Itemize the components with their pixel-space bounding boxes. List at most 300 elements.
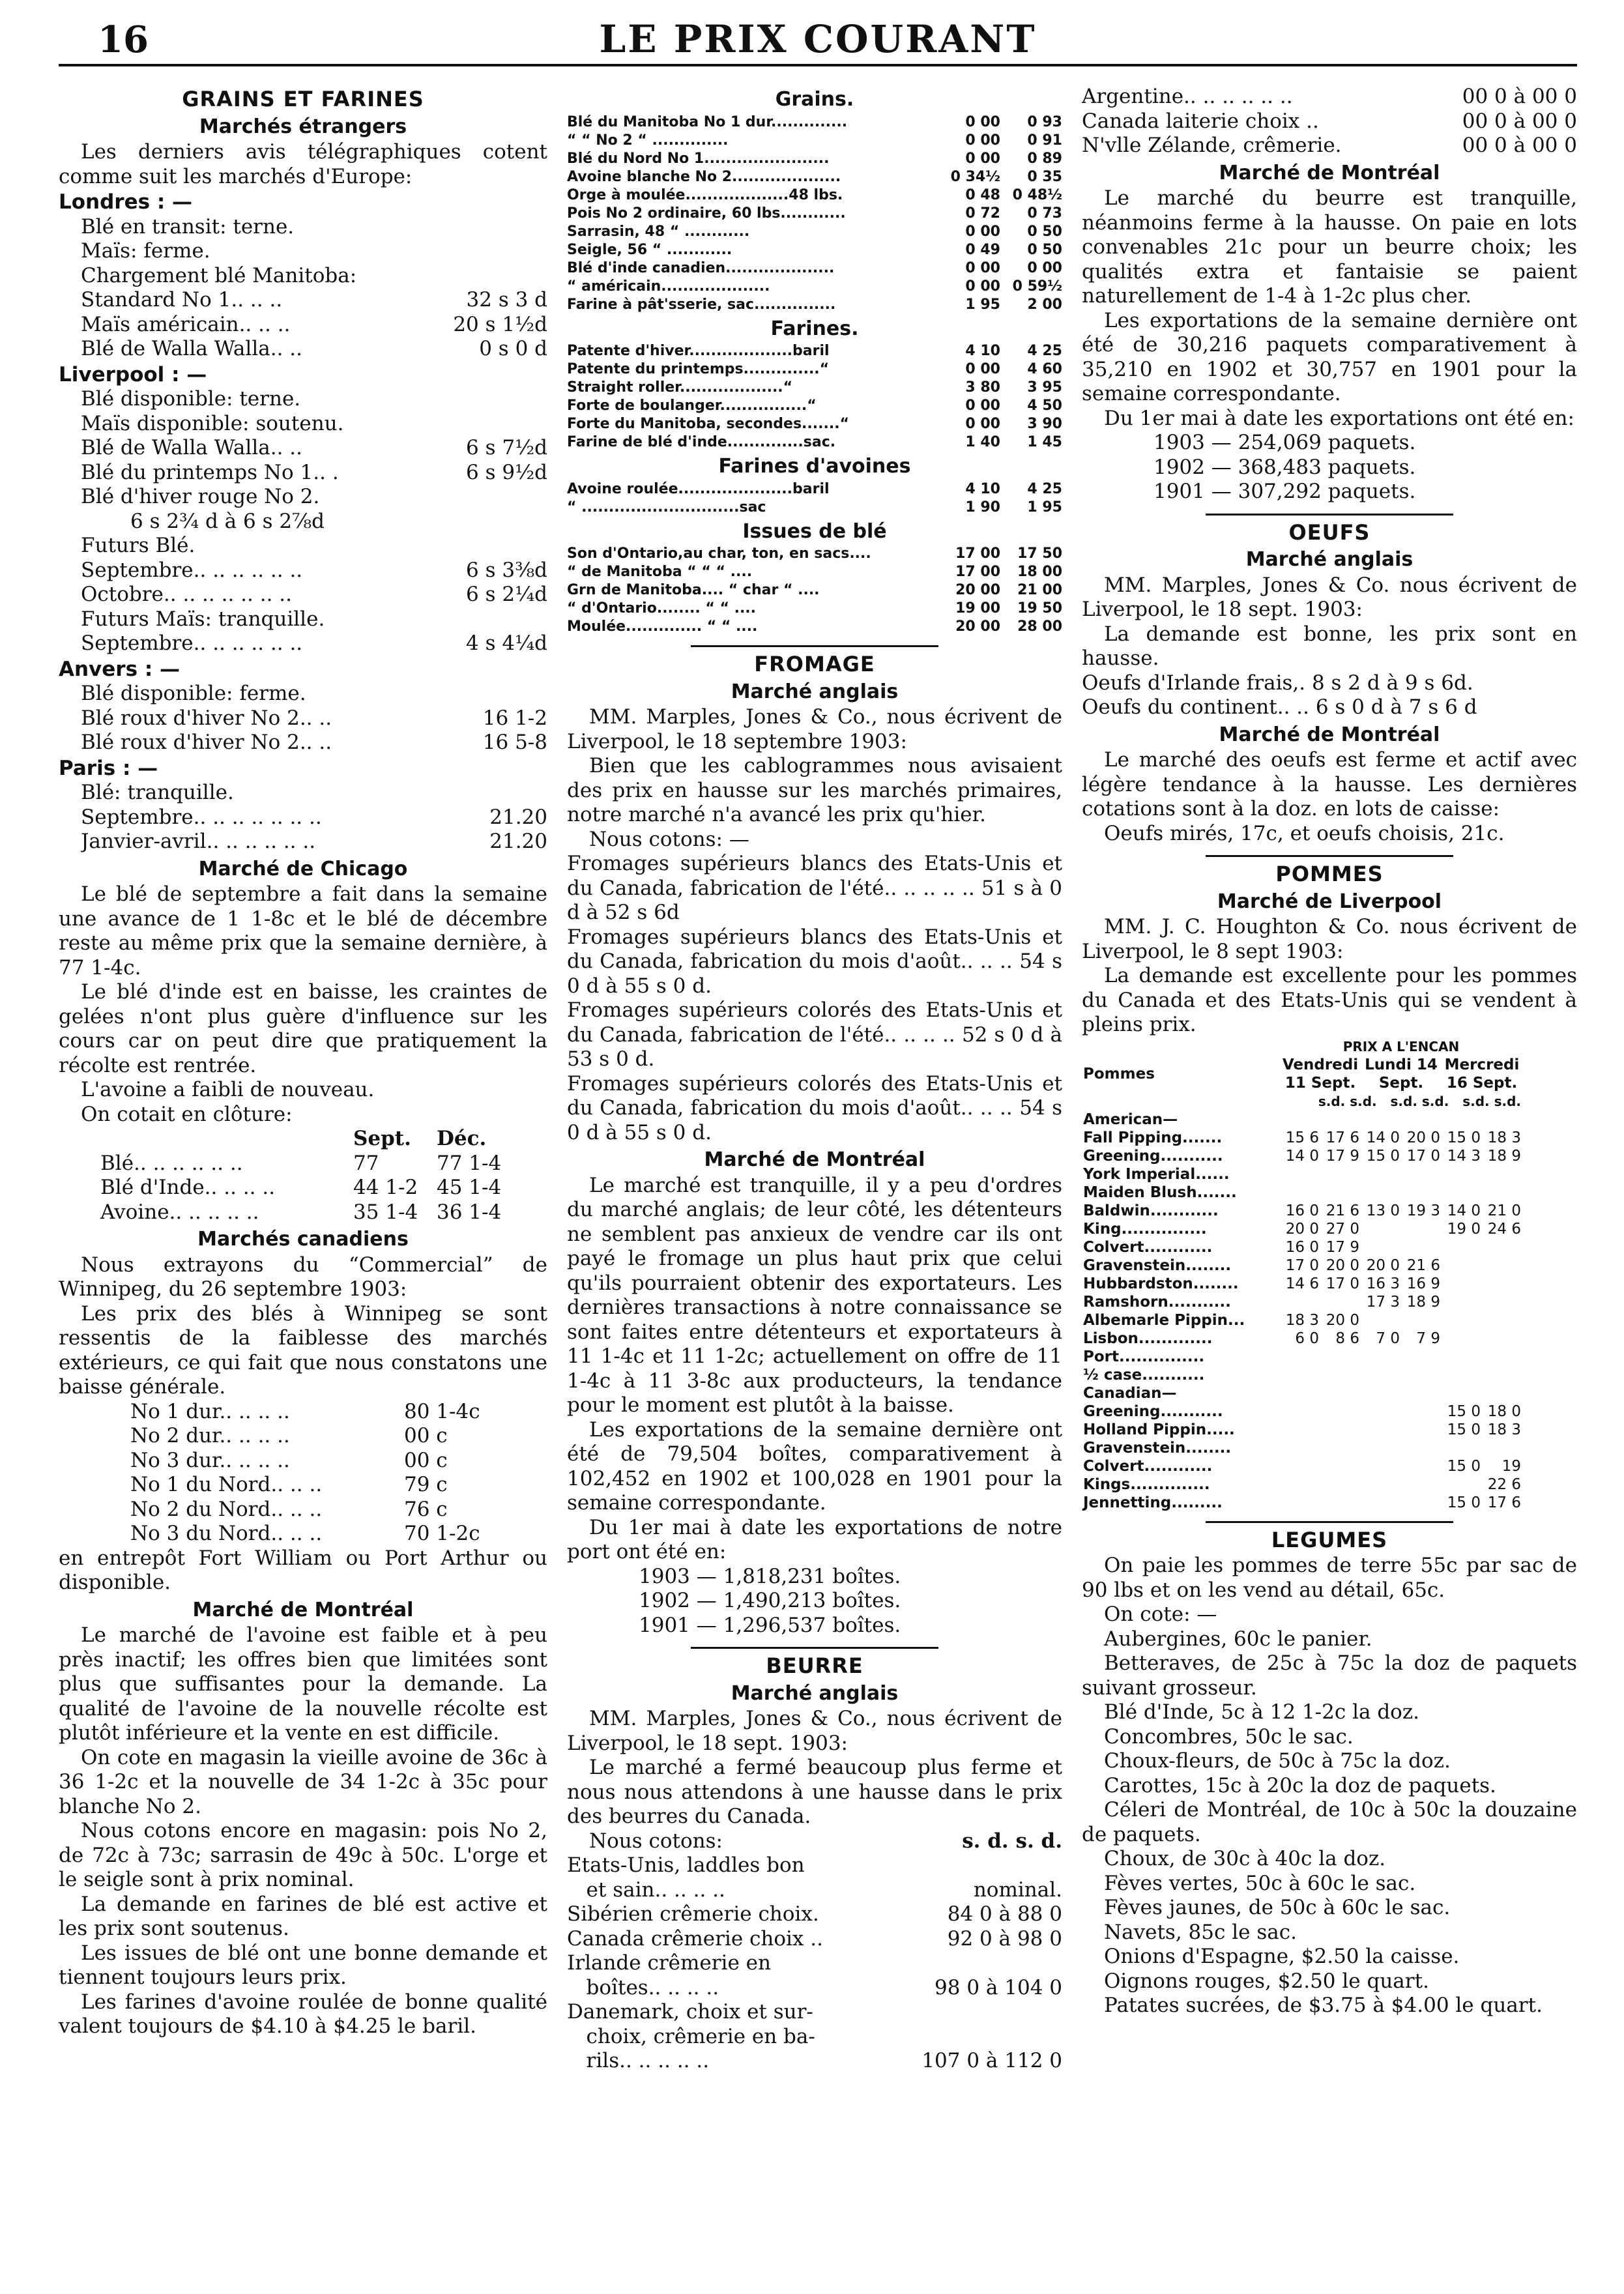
export-line: 1902 — 368,483 paquets. [1153,455,1416,479]
price-row: “ .............................sac 1 90 1 95 [567,499,1062,515]
export-line: 1903 — 1,818,231 boîtes. [639,1564,901,1588]
apple-price: 6 0 [1295,1329,1319,1347]
apple-row [1082,1329,1522,1348]
apple-variety: York Imperial...... [1083,1165,1230,1183]
price-row: No 3 dur.. .. .. .. 00 c [130,1448,448,1472]
paragraph: MM. J. C. Houghton & Co. nous écrivent de Liverpool, le 8 sept 1903: [1082,915,1577,963]
apple-price [1442,1165,1482,1183]
paragraph: MM. Marples, Jones & Co., nous écrivent de Liverpool, le 18 septembre 1903: [567,705,1062,753]
price-row: Canada laiterie choix .. 00 0 à 00 0 [1082,109,1577,133]
paragraph: Du 1er mai à date les exportations de notre port ont été en: [567,1515,1062,1563]
paragraph: Le marché des oeufs est ferme et actif avec légère tendance à la hausse. Les dernières cotations sont à la doz. en lots de caisse: [1082,748,1577,820]
apple-price [1442,1238,1482,1256]
section-title-pommes: POMMES [1275,862,1384,886]
apple-price [1401,1165,1442,1183]
price-row: Blé de Walla Walla.. .. 6 s 7½d [81,436,547,459]
apple-price: 21 6 [1326,1202,1359,1219]
apple-price [1361,1457,1401,1475]
city-label-liverpool: Liverpool : — [59,362,207,386]
paragraph: Les derniers avis télégraphiques cotent comme suit les marchés d'Europe: [59,140,547,188]
chicago-table [98,1127,517,1225]
apple-price [1401,1494,1442,1512]
american-rows [1082,1129,1522,1384]
legume-item: Choux, de 30c à 40c la doz. [1104,1847,1386,1870]
apple-price [1442,1329,1482,1348]
apple-row [1082,1220,1522,1238]
price-row: Seigle, 56 “ ............ 0 49 0 50 [567,241,1062,258]
price-row: Grn de Manitoba.... “ char “ .... 20 00 21 00 [567,582,1062,598]
apple-variety: Colvert............ [1083,1457,1213,1475]
paragraph: La demande est bonne, les prix sont en hausse. [1082,622,1577,670]
price-line: 6 s 2¾ d à 6 s 2⅞d [130,509,325,533]
price-row: Farine de blé d'inde..............sac. 1 40 1 45 [567,434,1062,450]
paragraph: On paie les pommes de terre 55c par sac de 90 lbs et on les vend au détail, 65c. [1082,1554,1577,1602]
apple-price [1361,1183,1401,1202]
price-row: No 2 dur.. .. .. .. 00 c [130,1424,448,1447]
apple-price [1361,1220,1401,1238]
apple-price [1361,1238,1401,1256]
paragraph: Les exportations de la semaine dernière ont été de 79,504 boîtes, comparativement à 102,452 en 1902 et 100,028 en 1901 pour la semaine correspondante. [567,1417,1062,1515]
heading-montreal: Marché de Montréal [1219,161,1440,184]
apple-price: 19 0 [1447,1220,1481,1238]
legume-item: Oignons rouges, $2.50 le quart. [1104,1969,1429,1993]
apple-price [1482,1439,1522,1457]
apple-variety: Kings.............. [1083,1475,1210,1493]
table-row: Blé.. .. .. .. .. .. 77 77 1-4 [100,1151,502,1175]
apple-variety: Gravenstein........ [1083,1439,1232,1457]
apple-price: 14 0 [1366,1129,1400,1146]
apple-price [1320,1494,1361,1512]
paragraph: Nous cotons encore en magasin: pois No 2, de 72c à 73c; sarrasin de 49c à 50c. L'orge et le seigle sont à prix nominal. [59,1819,547,1891]
apple-price [1401,1402,1442,1421]
legume-item: Fèves jaunes, de 50c à 60c le sac. [1104,1896,1451,1919]
apple-variety: Maiden Blush....... [1083,1183,1237,1201]
apple-price: 18 3 [1487,1421,1521,1438]
apple-price [1361,1311,1401,1329]
price-row: Patente d'hiver...................baril 4 10 4 25 [567,343,1062,359]
price-row: Sibérien crêmerie choix. 84 0 à 88 0 [567,1902,1062,1926]
apple-price [1320,1439,1361,1457]
apple-price [1401,1183,1442,1202]
apple-price: 15 0 [1447,1129,1481,1146]
price-row: Argentine.. .. .. .. .. .. 00 0 à 00 0 [1082,85,1577,108]
apple-price [1280,1293,1320,1311]
price-row: et sain.. .. .. .. nominal. [567,1878,1062,1902]
apple-price: 15 6 [1285,1129,1319,1146]
legume-item: Céleri de Montréal, de 10c à 50c la douzaine de paquets. [1082,1798,1577,1846]
price-row: No 1 dur.. .. .. .. 80 1-4c [130,1399,480,1423]
apple-price: 17 0 [1285,1256,1319,1274]
text-line: Blé d'hiver rouge No 2. [81,485,320,508]
page-header [59,12,1577,66]
export-line: 1903 — 254,069 paquets. [1153,431,1416,454]
apple-price [1442,1439,1482,1457]
text-line: Maïs: ferme. [81,239,210,263]
apple-price [1280,1165,1320,1183]
apple-variety: Albemarle Pippin... [1083,1311,1245,1329]
apple-row [1082,1402,1522,1421]
apple-price: 24 6 [1487,1220,1521,1238]
apple-variety: Jennetting......... [1083,1494,1223,1511]
legume-item: Concombres, 50c le sac. [1104,1724,1354,1749]
price-row: boîtes.. .. .. .. 98 0 à 104 0 [567,1975,1062,1999]
apple-price: 17 6 [1487,1494,1521,1511]
export-line: 1902 — 1,490,213 boîtes. [639,1589,901,1612]
price-row: Blé du Nord No 1....................... 0 00 0 89 [567,150,1062,167]
units-row: s.d. s.d. s.d. s.d. s.d. s.d. [1318,1093,1521,1109]
apple-price [1401,1457,1442,1475]
cheese-quote: Fromages supérieurs colorés des Etats-Unis et du Canada, fabrication du mois d'août.. .. .. 54 s 0 d à 55 s 0 d. [567,1071,1063,1144]
heading-marches-etrangers: Marchés étrangers [199,115,407,138]
legume-item: Fèves vertes, 50c à 60c le sac. [1104,1871,1416,1895]
table-header-row: Pommes Vendredi 11 Sept. Lundi 14 Sept. Mercredi 16 Sept. [1083,1056,1520,1092]
apple-variety: Greening........... [1083,1402,1223,1420]
apple-row [1082,1494,1522,1512]
price-row: Standard No 1.. .. .. 32 s 3 d [81,288,547,312]
grains-price-list [567,113,1062,314]
issues-price-list [567,545,1062,636]
legume-item: Patates sucrées, de $3.75 à $4.00 le quart. [1104,1994,1543,2017]
price-row: Maïs américain.. .. .. 20 s 1½d [81,312,547,336]
text-line: Maïs disponible: soutenu. [81,411,344,435]
paragraph: On cotait en clôture: [81,1102,293,1126]
apple-price [1320,1475,1361,1494]
apple-price: 17 9 [1326,1238,1359,1256]
text-line: Blé disponible: terne. [81,387,301,411]
apple-variety: Holland Pippin..... [1083,1421,1235,1438]
apple-price [1280,1348,1320,1366]
apple-row [1082,1238,1522,1256]
heading-marche-anglais: Marché anglais [1245,548,1414,571]
apple-row [1082,1275,1522,1293]
apple-price [1401,1238,1442,1256]
cheese-quote: Fromages supérieurs colorés des Etats-Unis et du Canada, fabrication de l'été.. .. .. .. 52 s 0 d à 53 s 0 d. [567,998,1062,1071]
apple-price [1320,1183,1361,1202]
price-row: Septembre.. .. .. .. .. .. .. 21.20 [81,805,547,829]
legume-item: Betteraves, de 25c à 75c la doz de paquets suivant grosseur. [1082,1651,1577,1700]
section-divider [691,645,938,647]
export-line: 1901 — 307,292 paquets. [1153,480,1416,503]
apple-variety: Colvert............ [1083,1238,1213,1256]
apple-row [1082,1293,1522,1311]
price-row: Etats-Unis, laddles bon [567,1853,805,1877]
apple-price: 18 3 [1285,1311,1319,1329]
apple-price [1442,1293,1482,1311]
paragraph: Oeufs mirés, 17c, et oeufs choisis, 21c. [1104,821,1505,845]
price-row: Farine à pât'sserie, sac............... 1 95 2 00 [567,296,1062,313]
apple-variety: Hubbardston........ [1083,1275,1239,1292]
price-row: Son d'Ontario,au char, ton, en sacs.... 17 00 17 50 [567,545,1062,562]
price-row: Forte de boulanger................“ 0 00 4 50 [567,398,1062,414]
apple-price [1320,1165,1361,1183]
apple-variety: Baldwin............ [1083,1202,1219,1219]
apple-price [1320,1366,1361,1384]
paragraph: MM. Marples, Jones & Co., nous écrivent de Liverpool, le 18 sept. 1903: [567,1707,1062,1755]
canadian-rows [1082,1402,1522,1512]
winnipeg-prices [59,1400,547,1546]
price-row: Sarrasin, 48 “ ............ 0 00 0 50 [567,223,1062,240]
section-divider [1206,855,1453,857]
apple-price: 15 0 [1447,1457,1481,1475]
avoines-price-list [567,480,1062,517]
cheese-quote: Fromages supérieurs blancs des Etats-Unis et du Canada, fabrication de l'été.. .. .. .. .. 51 s à 0 d à 52 s 6d [567,852,1063,924]
apple-price [1280,1183,1320,1202]
paragraph: On cote: — [1104,1603,1217,1626]
apple-row [1082,1421,1522,1439]
heading-montreal: Marché de Montréal [704,1148,925,1171]
column-1 [59,85,547,2039]
price-row: Janvier-avril.. .. .. .. .. .. 21.20 [81,830,547,853]
paragraph: L'avoine a faibli de nouveau. [81,1078,375,1101]
price-row: “ “ No 2 “ .............. 0 00 0 91 [567,132,1062,149]
group-label: Canadian— [1083,1384,1177,1402]
apple-price: 21 0 [1487,1202,1521,1219]
apple-price [1320,1457,1361,1475]
apple-price [1482,1238,1522,1256]
apple-price: 15 0 [1366,1147,1400,1165]
text-line: Futurs Maïs: tranquille. [81,607,325,631]
legume-item: Choux-fleurs, de 50c à 75c la doz. [1104,1749,1451,1773]
paragraph: Les farines d'avoine roulée de bonne qualité valent toujours de $4.10 à $4.25 le baril. [59,1990,547,2038]
text-line: Chargement blé Manitoba: [81,263,357,287]
apple-price: 15 0 [1447,1402,1481,1420]
heading-marche-anglais: Marché anglais [731,1681,899,1705]
apple-price [1482,1183,1522,1202]
text-line: Blé disponible: ferme. [81,682,306,705]
group-label: American— [1083,1111,1178,1128]
apple-price: 17 0 [1326,1275,1359,1292]
apple-price: 15 0 [1447,1421,1481,1438]
apple-price: 18 9 [1487,1147,1521,1165]
paragraph: en entrepôt Fort William ou Port Arthur ou disponible. [59,1546,547,1594]
section-title-grains: GRAINS ET FARINES [182,87,424,111]
apple-row [1082,1348,1522,1366]
column-3 [1082,85,1577,2018]
apple-price [1320,1421,1361,1439]
price-row: Canada crêmerie choix .. 92 0 à 98 0 [567,1926,1062,1951]
paragraph: Le blé d'inde est en baisse, les craintes de gelées n'ont plus guère d'influence sur les cours car on peut dire que pratiquement la récolte est rentrée. [59,980,547,1077]
apple-auction-table [1082,1038,1522,1512]
paragraph: Bien que les cablogrammes nous avisaient des prix en hausse sur les marchés primaires, notre marché n'a avancé les prix qu'hier. [567,754,1062,826]
paragraph: La demande est excellente pour les pommes du Canada et des Etats-Unis qui se vendent à pleins prix. [1082,964,1577,1036]
publication-title: LE PRIX COURANT [599,17,1037,61]
price-row: Blé du Manitoba No 1 dur.............. 0 00 0 93 [567,113,1062,130]
text-line: Blé en transit: terne. [81,214,295,239]
apple-price [1482,1348,1522,1366]
apple-price: 8 6 [1335,1329,1359,1347]
price-row: Patente du printemps..............“ 0 00 4 60 [567,361,1062,377]
apple-variety: King............... [1083,1220,1207,1238]
paragraph: Le marché du beurre est tranquille, néanmoins ferme à la hausse. On paie en lots convenables 21c pour un beurre choix; les qualités extra et fantaisie se paient naturellement de 1-4 à 1-2c plus cher. [1082,186,1577,308]
apple-price: 22 6 [1487,1475,1521,1493]
section-divider [1206,514,1453,515]
apple-price: 14 0 [1285,1147,1319,1165]
apple-row [1082,1439,1522,1457]
heading-farines-avoines: Farines d'avoines [718,455,911,478]
apple-price: 17 9 [1326,1147,1359,1165]
apple-price [1280,1457,1320,1475]
apple-price: 16 0 [1285,1202,1319,1219]
apple-price [1442,1475,1482,1494]
legume-list [1082,1627,1577,2018]
price-row: Avoine roulée.....................baril 4 10 4 25 [567,480,1062,497]
apple-price [1320,1402,1361,1421]
city-label-paris: Paris : — [59,756,158,780]
price-row: “ américain.................... 0 00 0 59½ [567,278,1062,295]
apple-price: 18 3 [1487,1129,1521,1146]
paragraph: Nous cotons: — [589,827,749,851]
apple-price [1482,1311,1522,1329]
paragraph: Le marché a fermé beaucoup plus ferme et nous nous attendons à une hausse dans le prix des beurres du Canada. [567,1756,1062,1828]
apple-variety: Port............... [1083,1348,1205,1365]
apple-price [1401,1366,1442,1384]
apple-price [1401,1421,1442,1439]
apple-variety: Fall Pipping....... [1083,1129,1223,1146]
apple-price [1442,1311,1482,1329]
apple-price [1361,1439,1401,1457]
apple-price: 14 3 [1447,1147,1481,1165]
apple-variety: Ramshorn........... [1083,1293,1231,1311]
apple-price [1482,1293,1522,1311]
text-line: Futurs Blé. [81,534,196,557]
section-divider [691,1647,938,1649]
price-row: No 1 du Nord.. .. .. 79 c [130,1473,448,1496]
apple-price: 20 0 [1406,1129,1440,1146]
paragraph: Le marché de l'avoine est faible et à peu près inactif; les offres bien que limitées sont plus que suffisantes pour la demande. La qualité de l'avoine de la nouvelle récolte est plutôt inférieure et la vente en est difficile. [59,1623,547,1745]
apple-price: 19 3 [1406,1202,1440,1219]
price-row: Irlande crêmerie en [567,1951,771,1975]
apple-price: 19 [1501,1457,1521,1475]
apple-variety: Lisbon............. [1083,1329,1213,1347]
apple-row [1082,1366,1522,1384]
heading-montreal: Marché de Montréal [1219,723,1440,746]
price-row: Blé du printemps No 1.. . 6 s 9½d [81,460,547,484]
paragraph: Les prix des blés à Winnipeg se sont ressentis de la faiblesse des marchés extérieurs, ce qui fait que nous constatons une baisse générale. [59,1301,547,1399]
price-row: Blé roux d'hiver No 2.. .. 16 5-8 [81,731,547,754]
apple-price: 14 6 [1285,1275,1319,1292]
apple-price: 14 0 [1447,1202,1481,1219]
apple-price: 20 0 [1285,1220,1319,1238]
price-row: Pois No 2 ordinaire, 60 lbs............ 0 72 0 73 [567,205,1062,222]
apple-price [1482,1165,1522,1183]
price-row: Septembre.. .. .. .. .. .. 4 s 4¼d [81,632,547,655]
apple-row [1082,1183,1522,1202]
paragraph: On cote en magasin la vieille avoine de 36c à 36 1-2c et la nouvelle de 34 1-2c à 35c pour blanche No 2. [59,1745,547,1818]
price-row: rils.. .. .. .. .. 107 0 à 112 0 [567,2049,1062,2072]
city-label-anvers: Anvers : — [59,657,181,681]
heading-marches-canadiens: Marchés canadiens [197,1228,409,1251]
apple-price: 16 0 [1285,1238,1319,1256]
heading-marche-anglais: Marché anglais [731,680,899,703]
paragraph: Du 1er mai à date les exportations ont été en: [1104,406,1574,430]
price-line: Oeufs du continent.. .. 6 s 0 d à 7 s 6 d [1082,695,1477,719]
heading-chicago: Marché de Chicago [198,857,408,880]
price-row: Orge à moulée...................48 lbs. 0 48 0 48½ [567,186,1062,203]
heading-issues-ble: Issues de blé [742,519,887,543]
apple-variety: Gravenstein........ [1083,1256,1232,1274]
price-row: “ de Manitoba “ “ “ .... 17 00 18 00 [567,564,1062,580]
apple-row [1082,1147,1522,1165]
paragraph: La demande en farines de blé est active et les prix sont soutenus. [59,1892,547,1940]
apple-row [1082,1202,1522,1220]
apple-price [1482,1256,1522,1275]
apple-variety: Greening........... [1083,1147,1223,1165]
apple-price [1361,1475,1401,1494]
price-row: Moulée.............. “ “ .... 20 00 28 00 [567,618,1062,635]
apple-price [1361,1366,1401,1384]
apple-variety: ½ case........... [1083,1366,1205,1384]
price-row: Septembre.. .. .. .. .. .. 6 s 3⅜d [81,558,547,582]
section-title-beurre: BEURRE [766,1653,863,1678]
table-header-row: Sept. Déc. [353,1127,487,1150]
price-row: No 3 du Nord.. .. .. 70 1-2c [130,1522,480,1545]
legume-item: Carottes, 15c à 20c la doz de paquets. [1104,1773,1496,1797]
section-title-fromage: FROMAGE [754,652,875,676]
cheese-quote: Fromages supérieurs blancs des Etats-Unis et du Canada, fabrication du mois d'août.. .. .. 54 s 0 d à 55 s 0 d. [567,925,1063,998]
price-line: Oeufs d'Irlande frais,. 8 s 2 d à 9 s 6d. [1082,671,1473,695]
apple-price: 16 9 [1406,1275,1440,1292]
apple-price: 16 3 [1366,1275,1400,1292]
export-line: 1901 — 1,296,537 boîtes. [639,1613,901,1637]
legume-item: Aubergines, 60c le panier. [1104,1627,1372,1651]
apple-row [1082,1475,1522,1494]
heading-marche-liverpool: Marché de Liverpool [1217,890,1442,913]
apple-row [1082,1256,1522,1275]
apple-row [1082,1311,1522,1329]
apple-price [1320,1348,1361,1366]
apple-price [1280,1475,1320,1494]
column-2 [567,85,1062,2074]
apple-price [1482,1366,1522,1384]
price-row: Blé roux d'hiver No 2.. .. 16 1-2 [81,706,547,730]
section-title-legumes: LEGUMES [1271,1527,1388,1552]
apple-price: 15 0 [1447,1494,1481,1511]
legume-item: Onions d'Espagne, $2.50 la caisse. [1104,1945,1460,1968]
apple-price [1401,1311,1442,1329]
price-row: Forte du Manitoba, secondes.......“ 0 00 3 90 [567,416,1062,432]
table-super-header: PRIX A L'ENCAN [1342,1038,1460,1054]
table-row: Avoine.. .. .. .. .. 35 1-4 36 1-4 [100,1200,502,1224]
apple-price [1482,1275,1522,1293]
apple-price [1320,1293,1361,1311]
paragraph: Le marché est tranquille, il y a peu d'ordres du marché anglais; de leur côté, les détenteurs ne semblent pas anxieux de vendre car ils ont payé le fromage un plus haut prix que celui qu'ils pourraient obtenir des exportateurs. Les dernières transactions à notre connaissance se sont faites entre détenteurs et exportateurs à 11 1-4c et 11 1-2c; actuellement on offre de 11 1-4c à 11 3-8c aux producteurs, la tendance pour le moment est plutôt à la baisse. [567,1173,1062,1417]
apple-price: 27 0 [1326,1220,1359,1238]
apple-price: 21 6 [1406,1256,1440,1274]
apple-price [1401,1348,1442,1366]
apple-price [1361,1421,1401,1439]
cotons-header: Nous cotons: s. d. s. d. [589,1829,1062,1853]
price-row: “ d'Ontario........ “ “ .... 19 00 19 50 [567,600,1062,617]
heading-grains: Grains. [775,88,854,111]
apple-price [1401,1439,1442,1457]
apple-price [1442,1183,1482,1202]
paragraph: MM. Marples, Jones & Co. nous écrivent de Liverpool, le 18 sept. 1903: [1082,573,1577,621]
apple-price [1482,1329,1522,1348]
heading-farines: Farines. [770,317,859,340]
section-divider [1206,1521,1453,1523]
price-row: Avoine blanche No 2.................... 0 34½ 0 35 [567,168,1062,185]
apple-price: 17 3 [1366,1293,1400,1311]
price-row: No 2 du Nord.. .. .. 76 c [130,1497,448,1521]
paragraph: Les exportations de la semaine dernière ont été de 30,216 paquets comparativement à 35,210 en 1902 et 30,757 en 1901 pour la semaine correspondante. [1082,308,1577,405]
price-row: Blé de Walla Walla.. .. 0 s 0 d [81,337,547,360]
apple-price: 17 0 [1406,1147,1440,1165]
apple-price [1280,1439,1320,1457]
apple-price [1361,1402,1401,1421]
apple-price [1361,1348,1401,1366]
price-row: Octobre.. .. .. .. .. .. .. 6 s 2¼d [81,583,547,606]
paragraph: Le blé de septembre a fait dans la semaine une avance de 1 1-8c et le blé de décembre reste au même prix que la semaine dernière, à 77 1-4c. [59,882,547,980]
